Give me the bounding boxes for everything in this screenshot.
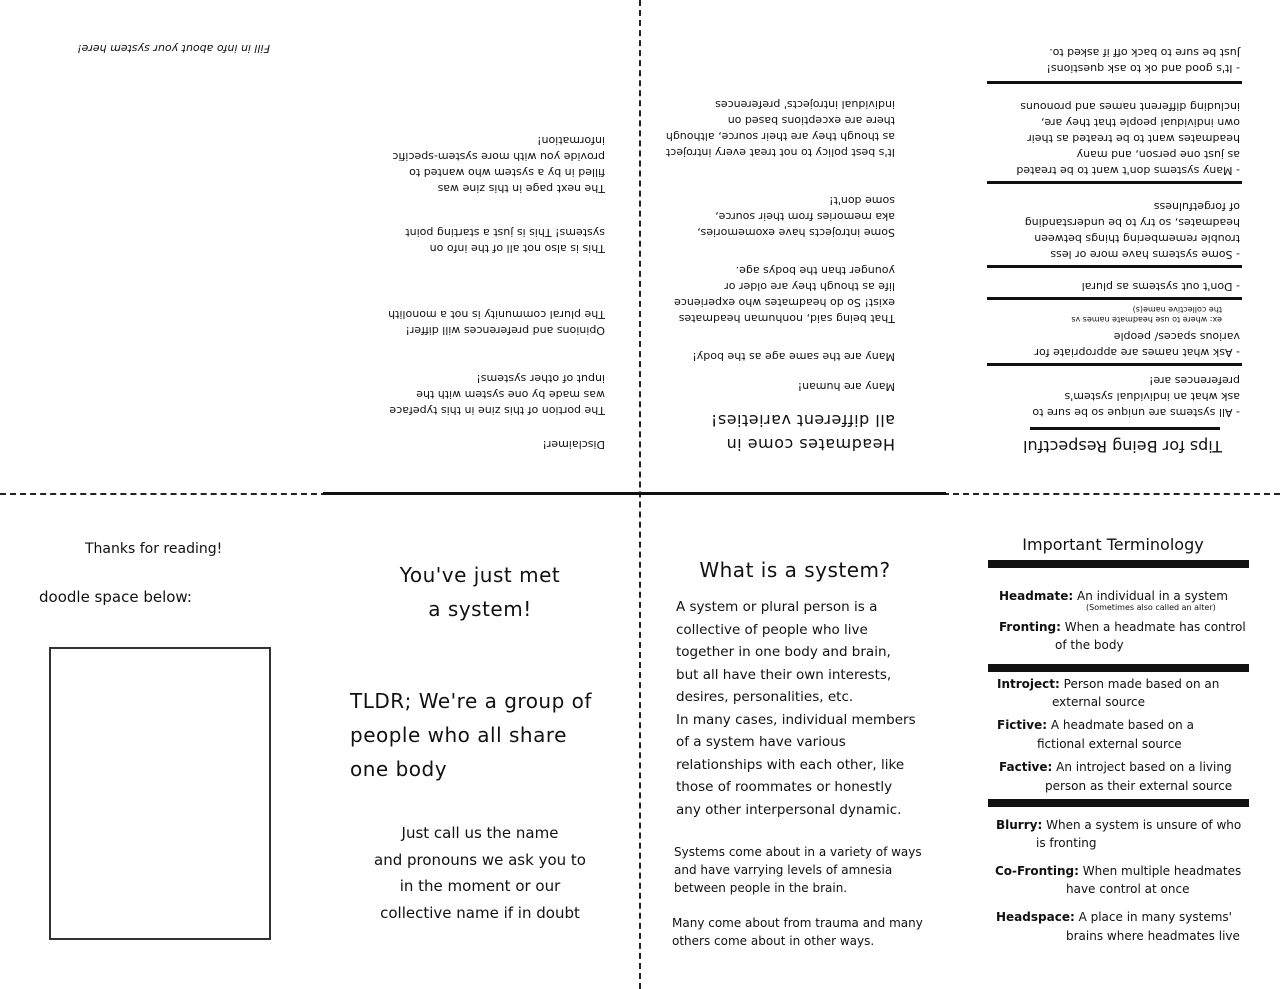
varieties-p5: It's best policy to not treat every introject as though they are their source, although there are exceptions based on individual introjects' preferences	[665, 98, 895, 159]
term-headspace-definition: A place in many systems'	[1078, 910, 1232, 924]
term-factive-definition: An introject based on a living	[1056, 760, 1232, 774]
panel-fill-in	[20, 20, 275, 60]
disclaimer-paragraph-3: This is also not all of the info on systems! This is just a starting point	[405, 226, 605, 255]
term-fictive-definition: A headmate based on a	[1050, 718, 1194, 732]
terminology-title: Important Terminology	[1022, 535, 1204, 554]
what-is-system-body: A system or plural person is a collective of people who live together in one body and brain, but all have their own interests, desires, personalities, etc. In many cases, individual members of a system have various relationships with each other, like those of roommates or honestly any other interpersonal dynamic.	[676, 599, 916, 818]
term-blurry-definition-cont: is fronting	[1036, 836, 1097, 850]
term-headspace	[996, 908, 1232, 926]
thanks-text: Thanks for reading!	[85, 541, 223, 557]
term-headmate-definition: An individual in a system	[1076, 589, 1228, 603]
tips-divider-1	[987, 363, 1242, 366]
tip-2: - Ask what names are appropriate for various spaces/ people	[1034, 330, 1240, 359]
varieties-p2: Many are the same age as the body!	[692, 350, 895, 363]
what-is-system-heading: What is a system?	[699, 558, 891, 582]
panel-disclaimer	[340, 60, 630, 460]
panel-headmate-varieties	[660, 40, 920, 460]
system-origin-p2: Systems come about in a variety of ways and have varrying levels of amnesia between people in the brain.	[674, 845, 922, 895]
center-cut-line	[323, 492, 946, 495]
varieties-p4: Some introjects have exomemories, aka memories from their source, some don't!	[697, 194, 895, 239]
tips-divider-3	[987, 265, 1242, 268]
varieties-title: Headmates come in all different varieties!	[710, 411, 895, 454]
term-fictive-label: Fictive:	[997, 718, 1048, 732]
terminology-divider-3	[988, 799, 1249, 807]
disclaimer-title: Disclaimer!	[542, 438, 605, 451]
term-fictive-definition-cont: fictional external source	[1037, 737, 1182, 751]
term-factive-label: Factive:	[999, 760, 1053, 774]
varieties-p3: That being said, nonhuman headmates exist! So do headmates who experience life as though they are older or younger than the bodys age.	[674, 264, 895, 325]
term-factive	[999, 758, 1232, 776]
tips-divider-4	[987, 181, 1242, 184]
term-fronting-definition: When a headmate has control	[1064, 620, 1246, 634]
tips-title: Tips for Being Respectful	[1023, 437, 1222, 456]
term-introject-label: Introject:	[997, 677, 1060, 691]
term-fronting-label: Fronting:	[999, 620, 1061, 634]
term-fronting-definition-cont: of the body	[1055, 638, 1124, 652]
term-fictive	[997, 716, 1194, 734]
disclaimer-paragraph-4: The next page in this zine was filled in by a system who wanted to provide you with more system-specific information!	[392, 134, 605, 195]
doodle-label: doodle space below:	[39, 588, 192, 606]
met-heading: You've just met a system!	[399, 563, 561, 621]
term-cofronting-definition-cont: have control at once	[1066, 882, 1190, 896]
term-blurry-definition: When a system is unsure of who	[1046, 818, 1242, 832]
doodle-box[interactable]	[49, 647, 271, 940]
system-origin-p3: Many come about from trauma and many others come about in other ways.	[672, 916, 923, 948]
tips-divider-5	[987, 81, 1242, 84]
term-cofronting-definition: When multiple headmates	[1082, 864, 1242, 878]
tips-divider-2	[987, 297, 1242, 300]
terminology-divider-1	[988, 560, 1249, 568]
tip-4: - Some systems have more or less trouble remembering things between headmates, so try to be understanding of forgetfulness	[1024, 200, 1240, 261]
tip-5: - Many systems don't want to be treated as just one person, and many headmates want to be treated as their own individual people that they are, including different names and pronouns	[1016, 100, 1240, 177]
term-introject	[997, 675, 1219, 693]
fill-in-text: Fill in info about your system here!	[77, 42, 270, 55]
tip-6: - It's good and ok to ask questions! Just be sure to back off if asked to.	[1046, 46, 1240, 75]
terminology-divider-2	[988, 664, 1249, 672]
term-headmate-note: (Sometimes also called an alter)	[1086, 603, 1216, 612]
varieties-p1: Many are human!	[797, 380, 895, 393]
term-headspace-definition-cont: brains where headmates live	[1066, 929, 1240, 943]
term-cofronting	[995, 862, 1241, 880]
tip-1: - All systems are unique so be sure to ask what an individual system's preferences are!	[1032, 374, 1240, 419]
call-us-text: Just call us the name and pronouns we ask you to in the moment or our collective name if in doubt	[374, 824, 586, 922]
term-blurry	[996, 816, 1241, 834]
tips-title-underline	[1030, 427, 1220, 430]
term-introject-definition: Person made based on an	[1063, 677, 1220, 691]
panel-tips	[985, 20, 1250, 460]
disclaimer-paragraph-2: Opinions and preferences will differ! The plural community is not a monolith	[388, 308, 605, 337]
tip-3: - Don't out systems as plural	[1081, 280, 1240, 293]
term-headmate-label: Headmate:	[999, 589, 1074, 603]
term-fronting	[999, 618, 1246, 636]
tip-2-example: ex: where to use headmate names vs the collective name(s)	[1071, 305, 1222, 324]
term-introject-definition-cont: external source	[1052, 695, 1146, 709]
term-factive-definition-cont: person as their external source	[1045, 779, 1233, 793]
term-headspace-label: Headspace:	[996, 910, 1075, 924]
tldr-text: TLDR; We're a group of people who all share one body	[350, 689, 592, 781]
disclaimer-paragraph-1: The portion of this zine in this typeface was made by one system with the input of other systems!	[389, 372, 605, 417]
term-blurry-label: Blurry:	[996, 818, 1043, 832]
term-cofronting-label: Co-Fronting:	[995, 864, 1079, 878]
